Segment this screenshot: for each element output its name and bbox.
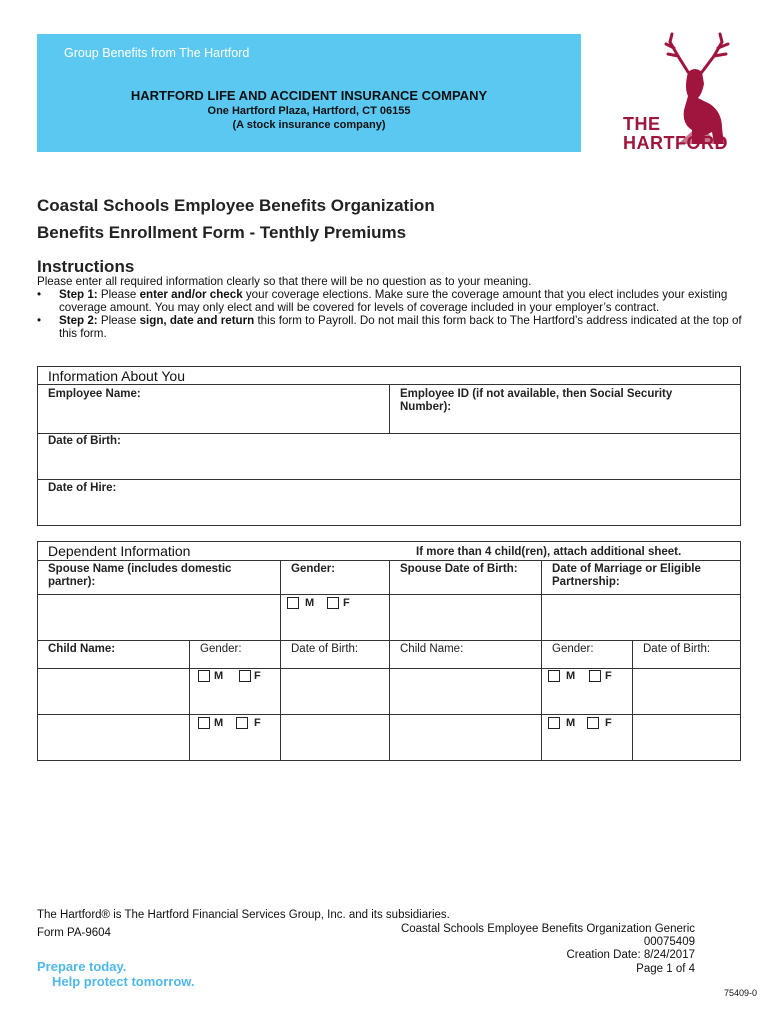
- divider: [389, 640, 390, 761]
- divider: [37, 594, 741, 595]
- divider: [632, 640, 633, 761]
- child1-female-label: F: [254, 670, 261, 682]
- child2-male-checkbox[interactable]: [548, 670, 560, 682]
- spouse-dob-field[interactable]: [392, 596, 539, 638]
- divider: [37, 668, 741, 669]
- banner-tagline: Group Benefits from The Hartford: [64, 46, 250, 60]
- divider: [189, 640, 190, 761]
- spouse-male-label: M: [305, 597, 315, 609]
- marriage-date-field[interactable]: [544, 596, 738, 638]
- spouse-dob-label: Spouse Date of Birth:: [400, 563, 518, 575]
- child4-male-checkbox[interactable]: [548, 717, 560, 729]
- spouse-name-field[interactable]: [40, 596, 278, 638]
- child3-female-label: F: [254, 717, 261, 729]
- spouse-female-checkbox[interactable]: [327, 597, 339, 609]
- doh-field[interactable]: [40, 496, 738, 524]
- footer-code: 75409-0: [723, 988, 757, 998]
- employee-id-field[interactable]: [392, 416, 738, 432]
- dependent-title: Dependent Information: [48, 543, 191, 559]
- child-dob-label: Date of Birth:: [291, 643, 359, 655]
- child3-male-checkbox[interactable]: [198, 717, 210, 729]
- footer-legal: The Hartford® is The Hartford Financial Services Group, Inc. and its subsidiaries.: [37, 909, 450, 921]
- child4-dob-field[interactable]: [635, 716, 739, 758]
- divider: [37, 433, 741, 434]
- child1-name-field[interactable]: [40, 670, 187, 712]
- company-address: One Hartford Plaza, Hartford, CT 06155: [207, 105, 411, 117]
- additional-sheet-note: If more than 4 child(ren), attach additional sheet.: [416, 546, 682, 558]
- slogan-line-1: Prepare today.: [37, 959, 127, 974]
- step1-item: [37, 288, 749, 314]
- employee-name-field[interactable]: [40, 402, 386, 430]
- footer-org-generic: Coastal Schools Employee Benefits Organization Generic: [400, 923, 695, 935]
- spouse-male-checkbox[interactable]: [287, 597, 299, 609]
- step2-item: [37, 314, 749, 340]
- divider: [37, 714, 741, 715]
- child1-male-label: M: [214, 670, 224, 682]
- step2-label: Step 2:: [59, 314, 98, 327]
- dob-field[interactable]: [40, 450, 738, 478]
- logo-the: THE: [623, 114, 661, 134]
- step2-bold: sign, date and return: [139, 314, 255, 327]
- child1-dob-field[interactable]: [283, 670, 387, 712]
- footer-form-number: Form PA-9604: [37, 927, 111, 939]
- spouse-female-label: F: [343, 597, 350, 609]
- step1-text-b: your coverage elections. Make sure the coverage amount that you elect includes your existing coverage amount. You may only elect and will be covered for levels of coverage included in your employer’s contract.: [59, 288, 728, 314]
- child3-male-label: M: [214, 717, 224, 729]
- footer-number: 00075409: [643, 936, 695, 948]
- bullet-dot: •: [37, 288, 42, 301]
- footer-creation-date: Creation Date: 8/24/2017: [566, 949, 695, 961]
- child2-female-checkbox[interactable]: [589, 670, 601, 682]
- child-gender-label-2: Gender:: [552, 643, 594, 655]
- instructions-intro: Please enter all required information clearly so that there will be no question as to your meaning.: [37, 275, 532, 288]
- company-name: HARTFORD LIFE AND ACCIDENT INSURANCE COMPANY: [130, 88, 488, 103]
- child4-male-label: M: [566, 717, 576, 729]
- stock-note: (A stock insurance company): [232, 119, 386, 131]
- step1-label: Step 1:: [59, 288, 98, 301]
- child3-name-field[interactable]: [40, 716, 187, 758]
- child2-female-label: F: [605, 670, 612, 682]
- divider: [541, 640, 542, 761]
- form-title: Benefits Enrollment Form - Tenthly Premiums: [37, 223, 407, 242]
- slogan-line-2: Help protect tomorrow.: [52, 974, 195, 989]
- org-title: Coastal Schools Employee Benefits Organization: [37, 196, 435, 215]
- footer-page-number: Page 1 of 4: [636, 963, 695, 975]
- child2-male-label: M: [566, 670, 576, 682]
- step2-text-a: Please: [97, 314, 140, 327]
- about-you-title: Information About You: [48, 368, 185, 384]
- spouse-name-label: Spouse Name (includes domestic partner):: [48, 563, 232, 588]
- divider: [389, 384, 390, 433]
- dob-label: Date of Birth:: [48, 435, 121, 447]
- divider: [389, 560, 390, 640]
- child4-female-label: F: [605, 717, 612, 729]
- child1-male-checkbox[interactable]: [198, 670, 210, 682]
- divider: [541, 560, 542, 640]
- child-name-label-2: Child Name:: [400, 643, 464, 655]
- logo-hartford: HARTFORD: [623, 133, 728, 153]
- marriage-date-label: Date of Marriage or Eligible Partnership:: [552, 563, 701, 588]
- employee-id-label: Employee ID (if not available, then Social Security Number):: [400, 388, 673, 413]
- step1-text-a: Please: [97, 288, 140, 301]
- child-gender-label: Gender:: [200, 643, 242, 655]
- doh-label: Date of Hire:: [48, 482, 117, 494]
- child3-female-checkbox[interactable]: [236, 717, 248, 729]
- child2-name-field[interactable]: [392, 670, 539, 712]
- divider: [280, 640, 281, 761]
- child4-female-checkbox[interactable]: [587, 717, 599, 729]
- child-name-label: Child Name:: [48, 643, 116, 655]
- step1-bold: enter and/or check: [139, 288, 243, 301]
- child2-dob-field[interactable]: [635, 670, 739, 712]
- spouse-gender-label: Gender:: [291, 563, 336, 575]
- instructions-body: [37, 275, 749, 340]
- employee-name-label: Employee Name:: [48, 388, 141, 400]
- divider: [37, 479, 741, 480]
- child3-dob-field[interactable]: [283, 716, 387, 758]
- child-dob-label-2: Date of Birth:: [643, 643, 711, 655]
- instructions-heading: Instructions: [37, 257, 135, 276]
- bullet-dot: •: [37, 314, 42, 327]
- child1-female-checkbox[interactable]: [239, 670, 251, 682]
- divider: [280, 560, 281, 640]
- child4-name-field[interactable]: [392, 716, 539, 758]
- step2-text-b: this form to Payroll. Do not mail this form back to The Hartford’s address indicated at the top of this form.: [59, 314, 742, 340]
